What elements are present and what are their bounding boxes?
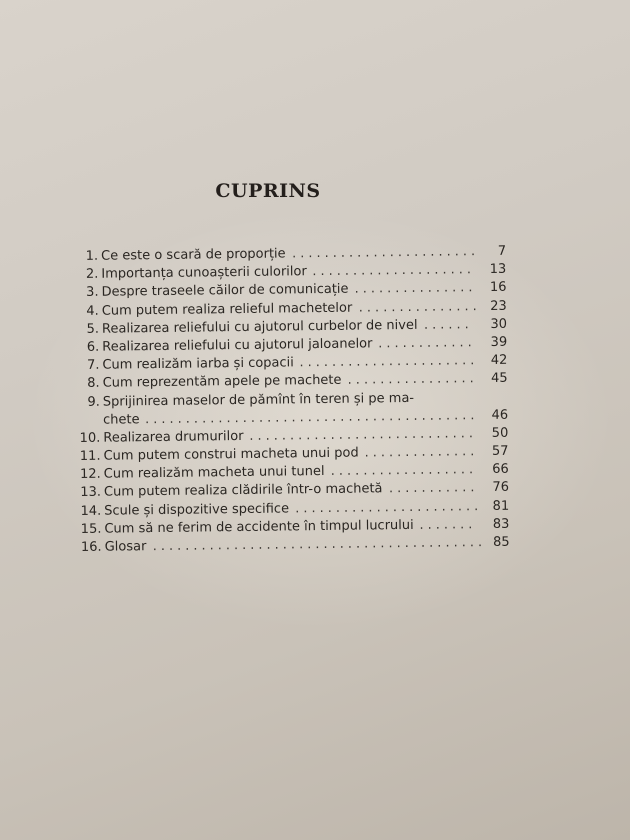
entry-number: 3. [86,285,99,301]
dot-leader: ............... [354,280,477,297]
entry-title: Despre traseele căilor de comunicație [101,282,349,301]
toc-entry [80,534,510,557]
entry-number: 9. [87,394,100,410]
entry-title: Cum putem realiza clădirile într-o machetă [103,481,383,501]
table-of-contents [76,243,510,557]
dot-leader: .............. [364,444,479,461]
dot-leader: ....... [419,516,477,533]
dot-leader: ......................................... [145,407,479,427]
dot-leader: .................. [330,462,478,480]
entry-page: 81 [492,498,510,514]
entry-page: 39 [490,334,508,350]
entry-number: 10. [79,430,101,446]
dot-leader: ......................................... [152,535,487,555]
dot-leader: ............... [358,298,481,316]
dot-leader: ........... [388,480,479,497]
entry-number: 7. [86,357,100,373]
dot-leader: ................ [347,371,478,389]
entry-page: 57 [491,443,509,459]
entry-number: 5. [86,321,100,337]
entry-page: 7 [497,243,507,259]
entry-title: Cum realizăm iarba și copacii [102,355,294,373]
entry-page: 42 [490,352,508,369]
dot-leader: ...... [423,316,473,333]
entry-number: 2. [85,266,99,283]
entry-number: 1. [85,248,99,264]
page-title: CUPRINS [215,180,321,202]
entry-title: Glosar [104,539,147,555]
entry-title: Scule și dispozitive specifice [104,501,290,519]
entry-number: 13. [80,485,102,501]
dot-leader: ...................... [299,353,479,371]
entry-title: Importanța cunoașterii culorilor [101,264,307,282]
entry-title: Cum să ne ferim de accidente în timpul lucrului [104,517,414,537]
dot-leader: ............ [378,335,476,352]
dot-leader: ....................... [295,498,483,516]
entry-number: 11. [79,448,101,465]
entry-title: Cum putem construi macheta unui pod [103,445,359,464]
entry-title: Realizarea reliefului cu ajutorul curbelor de nivel [101,317,418,337]
entry-page: 16 [489,280,507,296]
entry-page: 13 [489,261,507,278]
entry-title: Cum putem realiza relieful machetelor [101,300,353,319]
entry-number: 14. [80,503,102,519]
entry-number: 8. [87,376,100,392]
entry-page: 30 [490,316,508,332]
entry-number: 6. [86,339,100,355]
entry-page: 83 [492,516,510,532]
entry-page: 23 [490,298,507,314]
entry-page: 45 [490,371,508,387]
entry-number: 16. [80,539,102,555]
entry-title: Realizarea drumurilor [103,428,244,446]
entry-number: 15. [80,521,102,537]
dot-leader: ....................... [291,244,480,262]
entry-page: 50 [491,425,509,441]
entry-title: Cum reprezentăm apele pe machete [102,373,342,391]
entry-page: 76 [492,480,510,496]
entry-title: Realizarea reliefului cu ajutorul jaloanelor [102,336,373,355]
entry-page: 46 [491,407,509,423]
dot-leader: ............................ [249,425,478,444]
entry-title: Ce este o scară de proporție [101,246,286,264]
entry-number: 4. [86,303,99,319]
dot-leader: .................... [312,262,476,280]
entry-number: 12. [79,466,101,483]
entry-page: 66 [492,461,509,478]
entry-page: 85 [492,534,510,550]
entry-title: Sprijinirea maselor de pămînt în teren și pe ma- [102,390,415,410]
entry-title-continuation: chete [103,411,140,428]
entry-title: Cum realizăm macheta unui tunel [103,464,325,482]
